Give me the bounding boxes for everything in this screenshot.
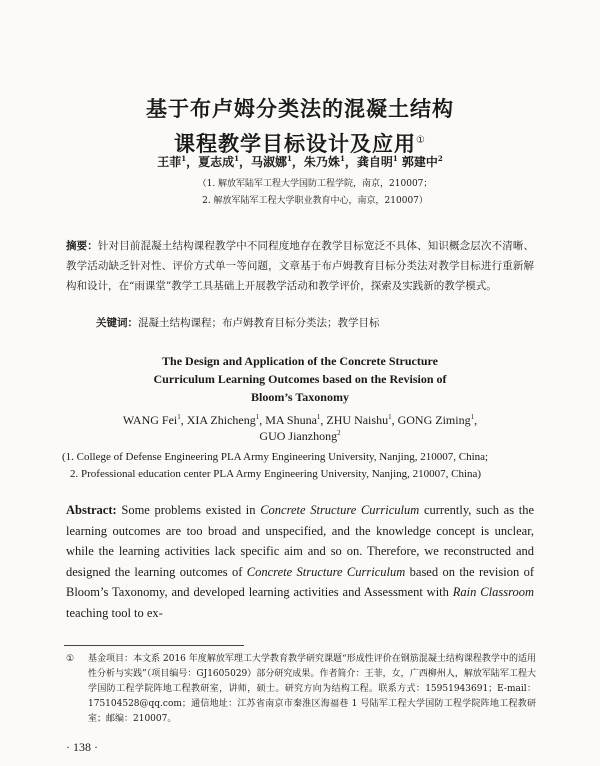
chinese-abstract-label: 摘要： [66, 240, 98, 252]
author-en-1-sup: 1 [177, 413, 181, 421]
english-title [0, 352, 600, 406]
chinese-title-line1: 基于布卢姆分类法的混凝土结构 [146, 97, 454, 121]
author-zh-6: 郭建中 [401, 155, 438, 169]
english-abstract-text-2: currently, such as the learning outcomes are too broad and unspecified, and the knowledge concept is unclear, while the learning activities lack specific aim and so on. Therefore, we reconstructed and designed the learning outcomes of [66, 503, 535, 579]
english-abstract-italic-2: Concrete Structure Curriculum [246, 564, 406, 579]
english-authors: WANG Fei$^1$, XIA Zhicheng$^1$, MA Shuna$^1$, ZHU Naishu$^1$, GONG Ziming$^1$, GUO Jianzhong$^2$ [122, 413, 478, 443]
footnote-divider [64, 645, 244, 646]
author-zh-3: 马淑娜 [251, 155, 288, 169]
footnote-text: 基金项目：本文系 2016 年度解放军理工大学教育教学研究课题“形成性评价在钢筋混凝土结构课程教学中的适用性分析与实践”（项目编号：GJ1605029）部分研究成果。作者简介：王菲，女，广西柳州人，解放军陆军工程大学国防工程学院阵地工程教研室，讲师，硕士。研究方向为结构工程。联系方式：15951943691；E-mail：175104528@qq.com；通信地址：江苏省南京市秦淮区海福巷 1 号陆军工程大学国防工程学院阵地工程教研室；邮编：210007。 [88, 654, 536, 724]
author-zh-3-sup: 1 [287, 154, 292, 163]
english-affiliation-2: 2. Professional education center PLA Army Engineering University, Nanjing, 210007, China) [70, 468, 482, 480]
author-en-6: GUO Jianzhong [259, 429, 338, 443]
author-zh-1: 王菲 [157, 155, 182, 169]
page-number: · 138 · [66, 740, 98, 754]
author-en-3-sup: 1 [316, 413, 321, 421]
author-en-4-sup: 1 [388, 413, 392, 421]
english-abstract-italic-1: Concrete Structure Curriculum [260, 503, 420, 517]
author-en-3: MA Shuna [265, 413, 317, 427]
author-zh-2: 夏志成 [198, 155, 235, 169]
english-title-line1: The Design and Application of the Concrete Structure [162, 354, 438, 368]
english-abstract-text-3: based on the revision of Bloom’s Taxonomy, and developed learning activities and Assessment with [66, 564, 535, 599]
footnote-number: ① [66, 654, 75, 664]
author-zh-5: 龚自明 [356, 155, 393, 169]
footnote [66, 652, 536, 727]
author-en-2-sup: 1 [255, 413, 260, 421]
author-en-1: WANG Fei [122, 413, 178, 427]
english-abstract-text-4: teaching tool to ex- [66, 605, 163, 620]
english-abstract-italic-3: Rain Classroom [452, 585, 535, 599]
chinese-affiliation-1: （1. 解放军陆军工程大学国防工程学院，南京，210007； [197, 179, 433, 189]
author-zh-5-sup: 1 [392, 154, 398, 163]
author-zh-1-sup: 1 [181, 154, 187, 163]
chinese-title [0, 94, 600, 160]
author-en-5: GONG Ziming [397, 413, 471, 427]
english-title-line2: Curriculum Learning Outcomes based on the Revision of [153, 372, 447, 386]
author-en-4: ZHU Naishu [326, 413, 389, 427]
chinese-keywords-label: 关键词： [96, 317, 138, 329]
footnote-marker: ① [416, 135, 426, 146]
author-en-5-sup: 1 [470, 413, 475, 421]
chinese-authors: 王菲$^1$，夏志成$^1$，马淑娜$^1$，朱乃姝$^1$，龚自明$^1$ 郭建中$^2$ [157, 154, 443, 169]
chinese-abstract-text: 针对目前混凝土结构课程教学中不同程度地存在教学目标宽泛不具体、知识概念层次不清晰、教学活动缺乏针对性、评价方式单一等问题，文章基于布卢姆教育目标分类法对教学目标进行重新解构和设计，在“雨课堂”教学工具基础上开展教学活动和教学评价，探索及实践新的教学模式。 [66, 240, 535, 292]
author-zh-2-sup: 1 [234, 154, 239, 163]
author-zh-4-sup: 1 [339, 154, 345, 163]
english-abstract-text-1: Some problems existed in [116, 503, 261, 517]
author-zh-4: 朱乃姝 [303, 155, 340, 169]
english-title-line3: Bloom’s Taxonomy [251, 390, 349, 404]
chinese-keywords [96, 315, 536, 331]
author-en-6-sup: 2 [337, 429, 341, 437]
author-zh-6-sup: 2 [437, 154, 443, 163]
english-abstract-label: Abstract: [66, 503, 117, 517]
chinese-affiliation-2: 2. 解放军陆军工程大学职业教育中心，南京，210007） [202, 196, 428, 206]
chinese-abstract [66, 236, 534, 296]
english-affiliation-1: (1. College of Defense Engineering PLA Army Engineering University, Nanjing, 210007, China; [62, 451, 489, 463]
english-abstract [66, 500, 534, 623]
author-en-2: XIA Zhicheng [186, 413, 256, 427]
chinese-title-line2-text: 课程教学目标设计及应用 [174, 132, 417, 156]
chinese-keywords-text: 混凝土结构课程；布卢姆教育目标分类法；教学目标 [138, 317, 380, 329]
